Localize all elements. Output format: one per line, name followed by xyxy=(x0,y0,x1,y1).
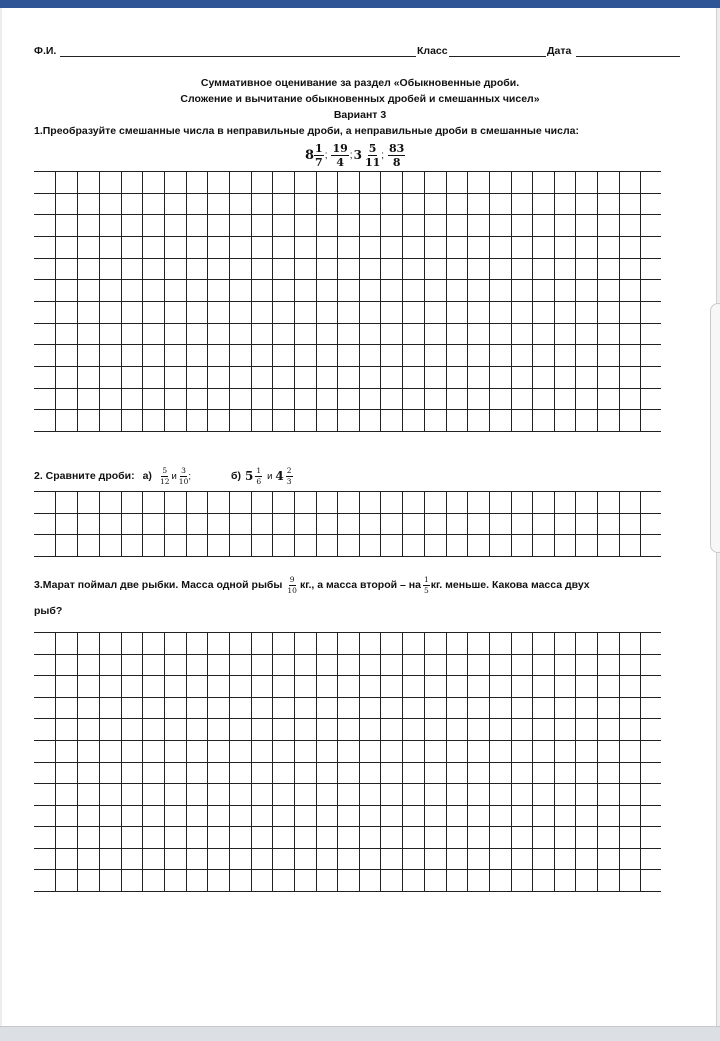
task3-text-after: кг. меньше. Какова масса двух xyxy=(430,579,590,591)
t2-a-end: ; xyxy=(188,470,191,482)
date-label: Дата xyxy=(547,45,572,57)
task3-text-mid: кг., а масса второй – на xyxy=(299,579,421,591)
t2-b-whole-2: 4 xyxy=(275,469,284,483)
t1-fraction-4: $\frac{83}{8}$ xyxy=(389,141,405,169)
task2-part-a-label: а) xyxy=(142,470,152,482)
task1-text: 1.Преобразуйте смешанные числа в неправильные дроби, а неправильные дроби в смешанные числа: xyxy=(34,125,579,137)
t3-fraction-2: $\frac{1}{5}$ xyxy=(423,575,429,595)
t2-b-fraction-1: $\frac{1}{6}$ xyxy=(256,466,262,486)
t2-b-and: и xyxy=(267,470,273,482)
t1-fraction-1: $\frac{1}{7}$ xyxy=(315,141,323,169)
task2-text: 2. Сравните дроби: xyxy=(34,470,135,482)
task3-line-2: рыб? xyxy=(34,605,63,617)
t2-a-fraction-1: $\frac{5}{12}$ xyxy=(159,466,170,486)
class-label: Класс xyxy=(417,45,448,57)
t2-b-fraction-2: $\frac{2}{3}$ xyxy=(286,466,292,486)
t2-a-fraction-2: $\frac{3}{10}$ xyxy=(178,466,189,486)
t2-b-whole-1: 5 xyxy=(244,469,254,483)
variant-label: Вариант 3 xyxy=(333,109,387,121)
t3-fraction-1: $\frac{9}{10}$ xyxy=(287,575,297,595)
fio-label: Ф.И. xyxy=(34,45,57,57)
t1-whole-1: 8 xyxy=(305,147,315,163)
t1-fraction-2: $\frac{19}{4}$ xyxy=(332,141,348,169)
t1-sep-3: ; xyxy=(381,149,385,161)
t1-fraction-3: $\frac{5}{11}$ xyxy=(364,141,381,169)
t1-whole-3: 3 xyxy=(353,148,362,162)
task3-text-before: 3.Марат поймал две рыбки. Масса одной рыбы xyxy=(34,579,283,591)
t1-sep-1: ; xyxy=(324,149,328,161)
title-line-2: Сложение и вычитание обыкновенных дробей и смешанных чисел» xyxy=(180,93,540,105)
task2-part-b-label: б) xyxy=(230,470,241,482)
t1-sep-2: ; xyxy=(349,149,353,161)
title-line-1: Суммативное оценивание за раздел «Обыкновенные дроби. xyxy=(200,77,520,89)
t2-a-and: и xyxy=(171,470,177,482)
